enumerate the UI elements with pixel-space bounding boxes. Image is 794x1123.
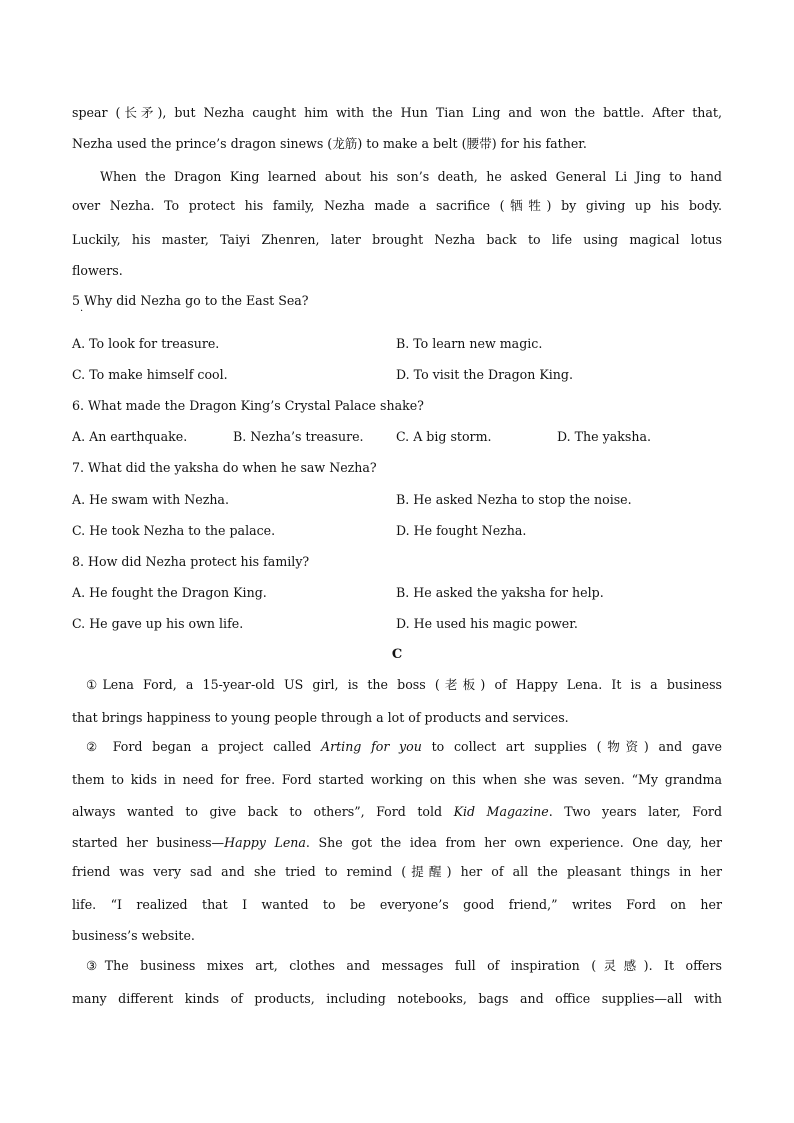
question-stem: 8. How did Nezha protect his family?: [72, 554, 310, 569]
passage-line: that brings happiness to young people through a lot of products and services.: [72, 710, 569, 725]
passage-line: friend was very sad and she tried to remind (提醒) her of all the pleasant things in her: [72, 864, 722, 879]
option-c: C. To make himself cool.: [72, 367, 228, 382]
option-c: C. A big storm.: [396, 429, 492, 444]
project-title: Arting for you: [320, 739, 422, 754]
passage-line: many different kinds of products, including notebooks, bags and office supplies—all with: [72, 991, 722, 1006]
passage-line: spear (长矛), but Nezha caught him with the Hun Tian Ling and won the battle. After that,: [72, 105, 722, 120]
text-run: . Two years later, Ford: [548, 804, 723, 819]
passage-line: [86, 738, 722, 756]
option-c: C. He gave up his own life.: [72, 616, 244, 631]
option-d: D. The yaksha.: [557, 429, 651, 444]
text-run: to collect art supplies (物资) and gave: [421, 739, 723, 754]
passage-line: [72, 834, 722, 852]
question-stem: 6. What made the Dragon King’s Crystal Palace shake?: [72, 398, 424, 413]
passage-line: ①Lena Ford, a 15-year-old US girl, is the boss (老板) of Happy Lena. It is a business: [86, 677, 722, 692]
passage-line: over Nezha. To protect his family, Nezha made a sacrifice (牺牲) by giving up his body.: [72, 198, 722, 213]
option-c: C. He took Nezha to the palace.: [72, 523, 276, 538]
passage-line: When the Dragon King learned about his son’s death, he asked General Li Jing to hand: [100, 169, 722, 184]
business-title: Happy Lena: [224, 835, 306, 850]
option-d: D. He fought Nezha.: [396, 523, 527, 538]
option-b: B. He asked the yaksha for help.: [396, 585, 604, 600]
option-a: A. He swam with Nezha.: [72, 492, 229, 507]
option-b: B. He asked Nezha to stop the noise.: [396, 492, 632, 507]
text-run: . She got the idea from her own experience. One day, her: [305, 835, 722, 850]
option-b: B. To learn new magic.: [396, 336, 543, 351]
passage-line: flowers.: [72, 263, 123, 278]
option-a: A. To look for treasure.: [72, 336, 220, 351]
question-stem: 7. What did the yaksha do when he saw Nezha?: [72, 460, 377, 475]
option-a: A. An earthquake.: [72, 429, 188, 444]
option-d: D. To visit the Dragon King.: [396, 367, 573, 382]
passage-line: ③The business mixes art, clothes and messages full of inspiration (灵感). It offers: [86, 958, 722, 973]
option-d: D. He used his magic power.: [396, 616, 578, 631]
passage-line: business’s website.: [72, 928, 195, 943]
text-run: ② Ford began a project called: [86, 739, 321, 754]
question-stem: 5 Why did Nezha go to the East Sea?: [72, 293, 309, 308]
passage-line: them to kids in need for free. Ford started working on this when she was seven. “My grandma: [72, 772, 722, 787]
option-b: B. Nezha’s treasure.: [233, 429, 364, 444]
text-run: started her business—: [72, 835, 225, 850]
magazine-title: Kid Magazine: [453, 804, 549, 819]
passage-line: [72, 803, 722, 821]
stray-dot: ·: [80, 306, 84, 317]
passage-line: life. “I realized that I wanted to be everyone’s good friend,” writes Ford on her: [72, 897, 722, 912]
section-heading: C: [391, 647, 403, 662]
passage-line: Nezha used the prince’s dragon sinews (龙筋) to make a belt (腰带) for his father.: [72, 136, 587, 151]
option-a: A. He fought the Dragon King.: [72, 585, 267, 600]
text-run: always wanted to give back to others”, Ford told: [72, 804, 454, 819]
passage-line: Luckily, his master, Taiyi Zhenren, later brought Nezha back to life using magical lotus: [72, 232, 722, 247]
